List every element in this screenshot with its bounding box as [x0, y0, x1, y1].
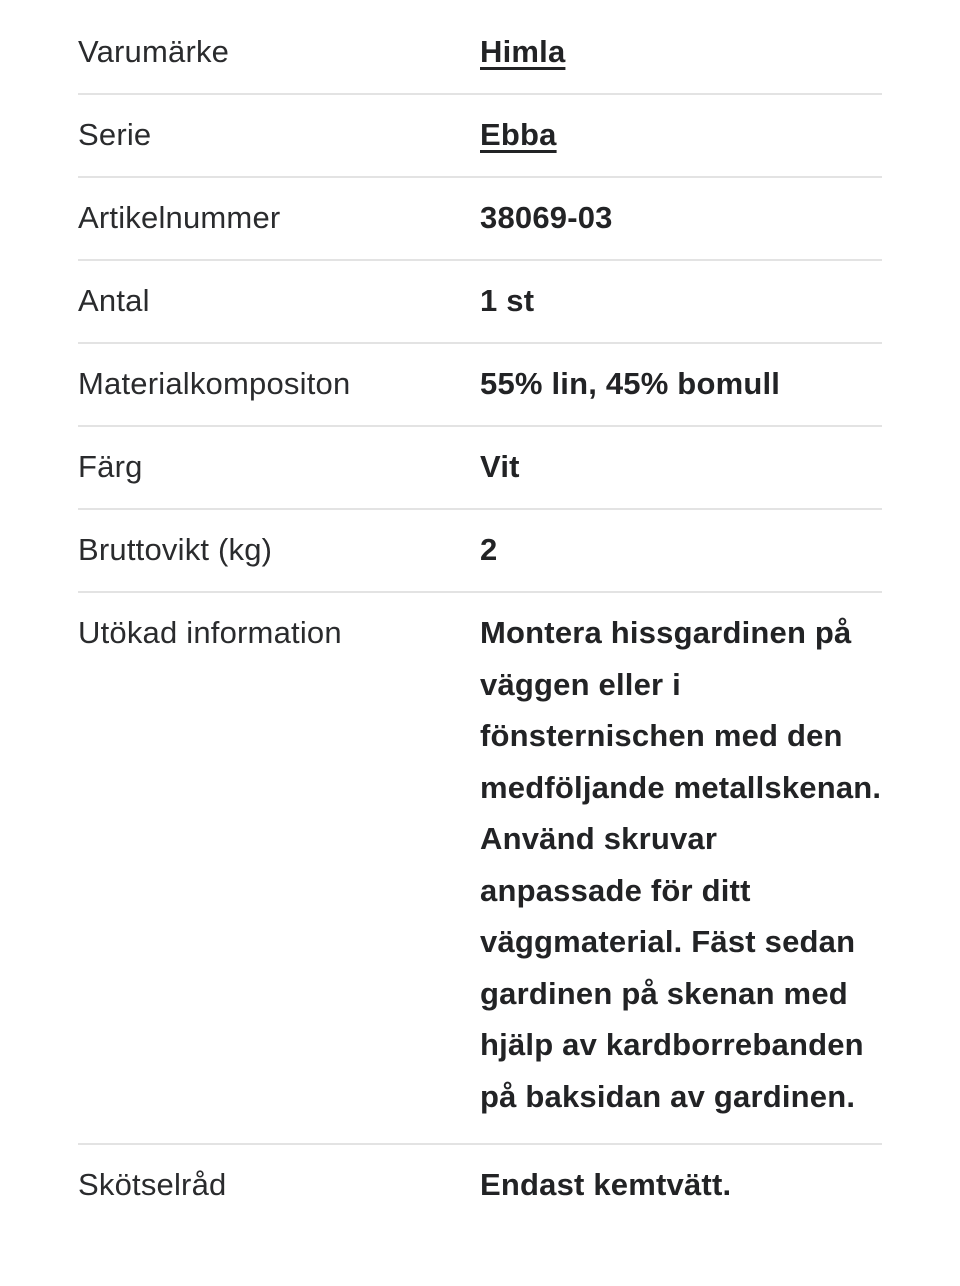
spec-row-extended-info: [78, 593, 882, 1145]
spec-value: 55% lin, 45% bomull: [480, 366, 781, 401]
spec-value: 38069-03: [480, 200, 613, 235]
spec-value: Montera hissgardinen på väggen eller i fönsternischen med den medföljande metallskenan. Använd skruvar anpassade för ditt väggmaterial. Fäst sedan gardinen på skenan med hjälp av kardborrebanden på baksidan av gardinen.: [480, 615, 882, 1114]
spec-value: Vit: [480, 449, 520, 484]
spec-row-material: [78, 344, 882, 427]
spec-label: Antal: [78, 283, 150, 318]
spec-value: 2: [480, 532, 498, 567]
series-link[interactable]: Ebba: [480, 117, 557, 152]
spec-row-series: [78, 95, 882, 178]
spec-row-care-advice: [78, 1145, 882, 1226]
spec-label: Färg: [78, 449, 143, 484]
spec-label: Materialkompositon: [78, 366, 351, 401]
spec-label: Artikelnummer: [78, 200, 281, 235]
spec-row-article-number: [78, 178, 882, 261]
spec-label: Serie: [78, 117, 152, 152]
spec-row-quantity: [78, 261, 882, 344]
spec-row-gross-weight: [78, 510, 882, 593]
spec-label: Utökad information: [78, 615, 342, 650]
spec-label: Varumärke: [78, 34, 230, 69]
product-specifications-table: [78, 12, 882, 1226]
spec-value: Endast kemtvätt.: [480, 1167, 732, 1202]
spec-label: Skötselråd: [78, 1167, 227, 1202]
spec-row-color: [78, 427, 882, 510]
spec-value: 1 st: [480, 283, 535, 318]
spec-label: Bruttovikt (kg): [78, 532, 273, 567]
spec-row-brand: [78, 12, 882, 95]
brand-link[interactable]: Himla: [480, 34, 566, 69]
